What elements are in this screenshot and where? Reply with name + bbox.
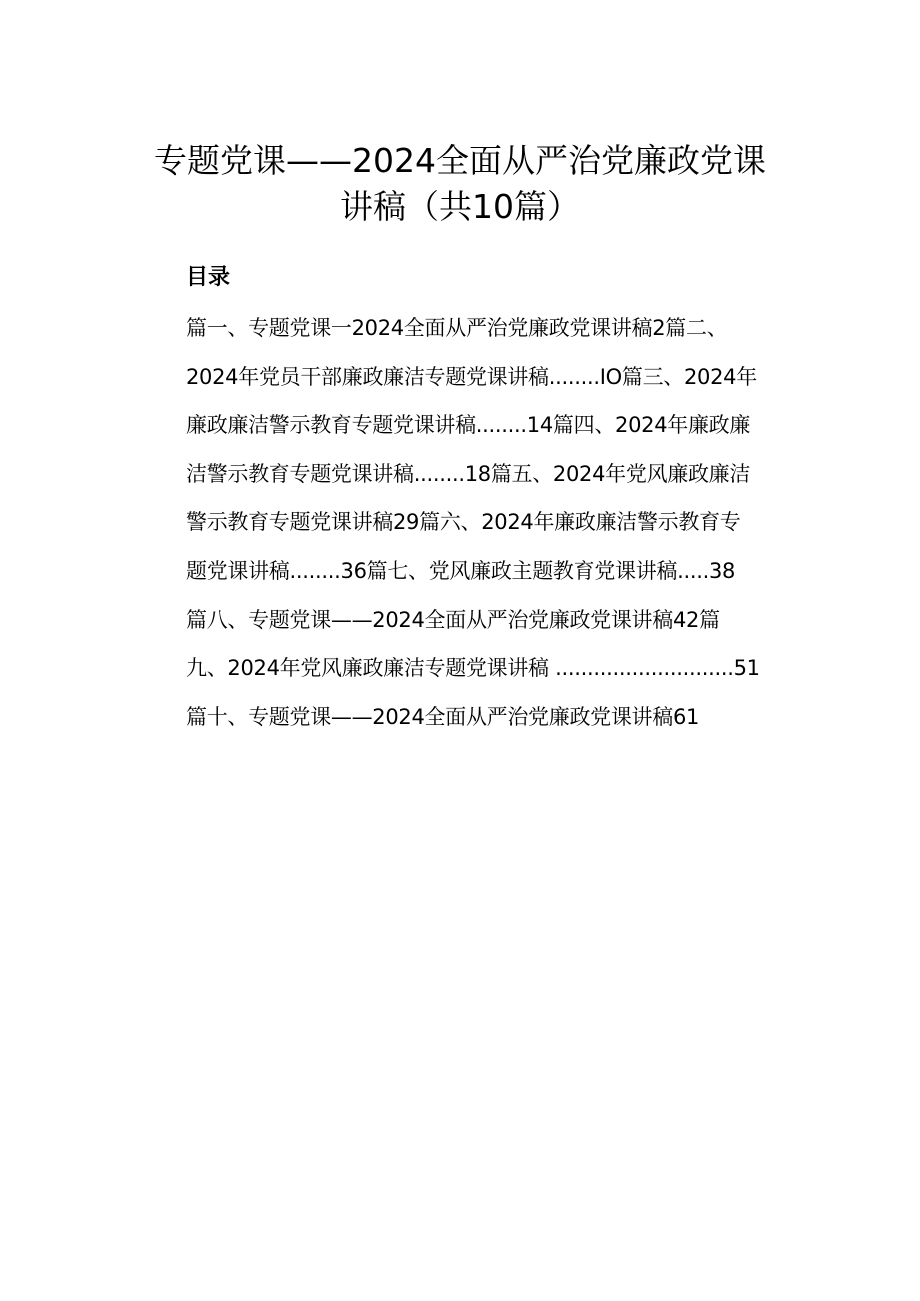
document-title	[140, 138, 780, 230]
toc-line: 警示教育专题党课讲稿29篇六、2024年廉政廉洁警示教育专	[186, 510, 741, 535]
toc-line: 篇一、专题党课一2024全面从严治党廉政党课讲稿2篇二、	[186, 316, 728, 340]
table-of-contents	[186, 309, 806, 746]
toc-line: 题党课讲稿........36篇七、党风廉政主题教育党课讲稿.....38	[186, 558, 736, 583]
toc-line: 洁警示教育专题党课讲稿........18篇五、2024年党风廉政廉洁	[186, 461, 751, 486]
title-line-1: 专题党课——2024全面从严治党廉政党课	[154, 141, 766, 180]
toc-line: 2024年党员干部廉政廉洁专题党课讲稿........IO篇三、2024年	[186, 364, 757, 389]
toc-line: 九、2024年党风廉政廉洁专题党课讲稿 ............................51	[186, 656, 760, 681]
toc-heading: 目录	[186, 265, 231, 290]
toc-line: 篇十、专题党课——2024全面从严治党廉政党课讲稿61	[186, 704, 700, 729]
toc-line: 篇八、专题党课——2024全面从严治党廉政党课讲稿42篇	[186, 607, 720, 632]
title-line-2: 讲稿（共10篇）	[340, 187, 580, 226]
toc-line: 廉政廉洁警示教育专题党课讲稿........14篇四、2024年廉政廉	[186, 413, 751, 438]
